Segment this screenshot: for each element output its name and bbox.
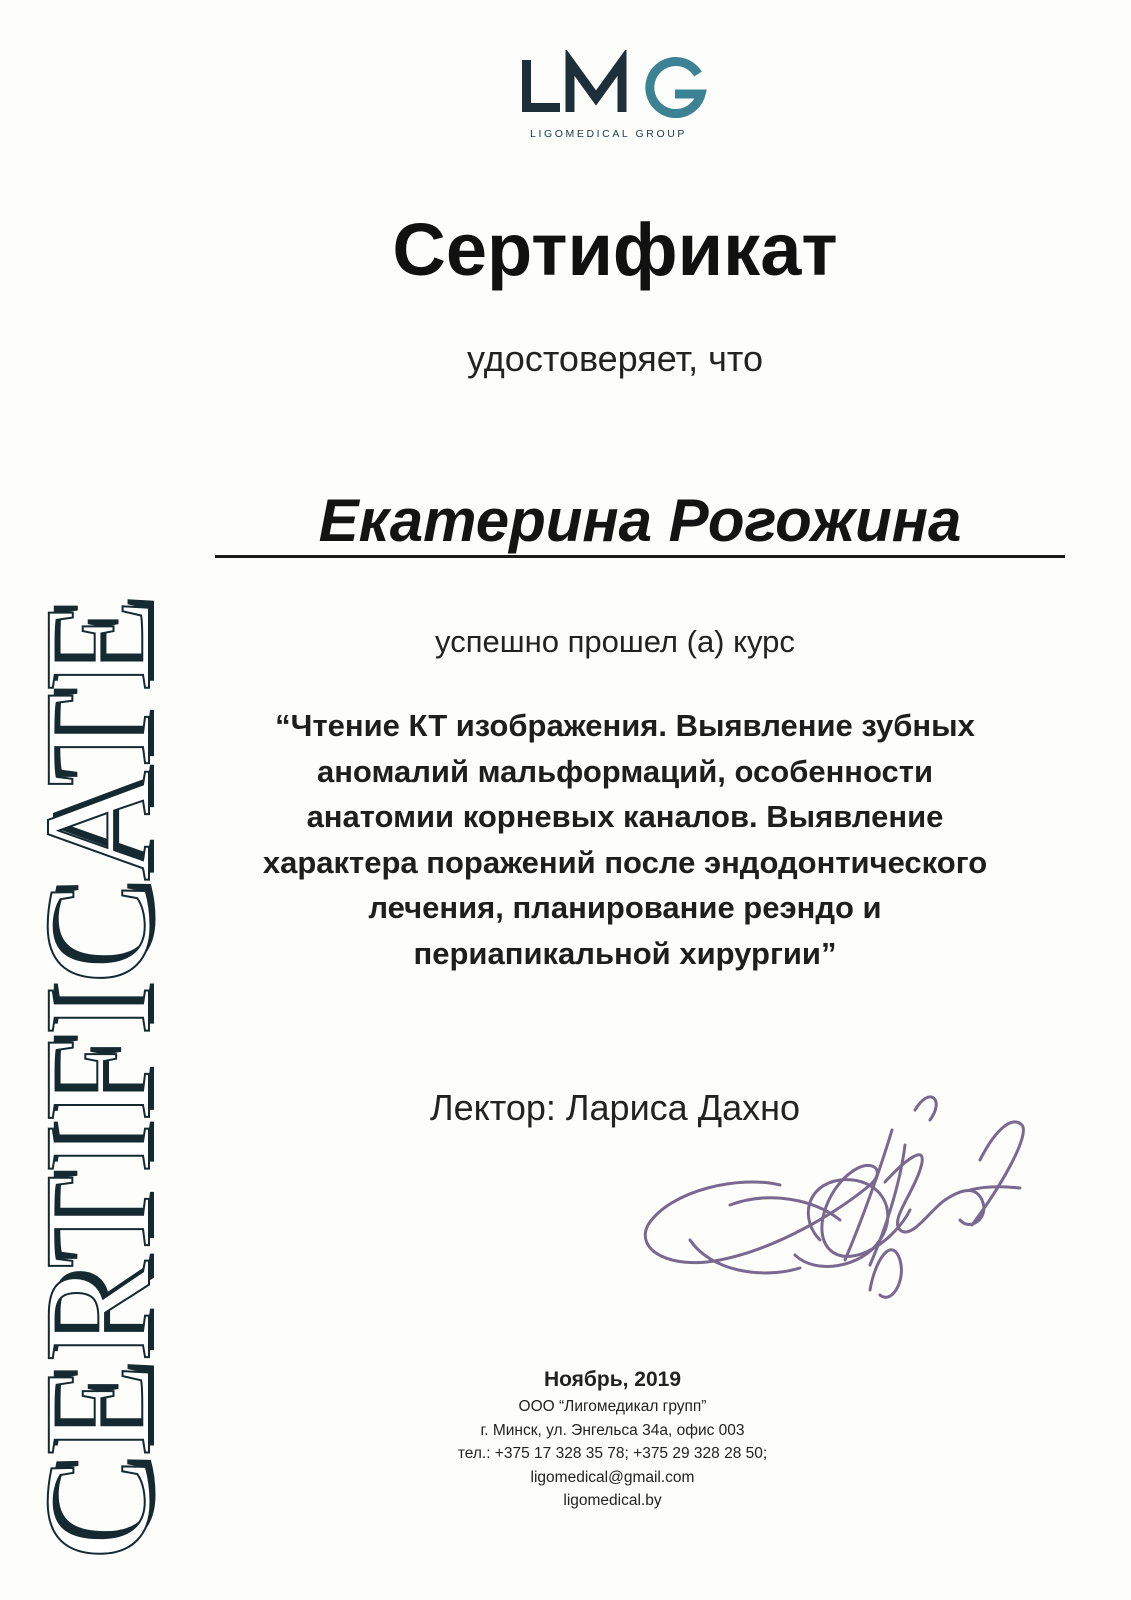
issue-date: Ноябрь, 2019 [543, 1368, 682, 1391]
company-phones: тел.: +375 17 328 35 78; +375 29 328 28 50; [457, 1445, 768, 1462]
company-website: ligomedical.by [563, 1492, 662, 1509]
logo-caption: LIGOMEDICAL GROUP [530, 128, 687, 140]
recipient-name: Екатерина Рогожина [318, 487, 962, 554]
company-name: ООО “Лигомедикал групп” [518, 1398, 707, 1415]
course-title-line: анатомии корневых каналов. Выявление [306, 799, 944, 834]
course-title-line: лечения, планирование реэндо и [368, 890, 882, 925]
certificate-vertical-word: CERTIFICATE [14, 597, 183, 1560]
company-address: г. Минск, ул. Энгельса 34а, офис 003 [480, 1421, 745, 1439]
completed-text: успешно прошел (а) курс [435, 624, 795, 659]
recipient-underline [215, 555, 1065, 558]
course-title-line: периапикальной хирургии” [413, 935, 837, 971]
course-title-line: “Чтение КТ изображения. Выявление зубных [275, 708, 975, 743]
certifies-text: удостоверяет, что [467, 338, 763, 379]
footer [380, 1365, 845, 1513]
lecturer-text: Лектор: Лариса Дахно [429, 1087, 801, 1128]
course-title-line: аномалий мальформаций, особенности [316, 753, 934, 789]
company-email: ligomedical@gmail.com [530, 1468, 695, 1486]
certificate-title: Сертификат [392, 208, 838, 291]
course-title [185, 703, 1065, 976]
course-title-line: характера поражений после эндодонтического [262, 844, 988, 880]
lecturer-signature [630, 1090, 1050, 1320]
lmg-logo [520, 50, 710, 140]
